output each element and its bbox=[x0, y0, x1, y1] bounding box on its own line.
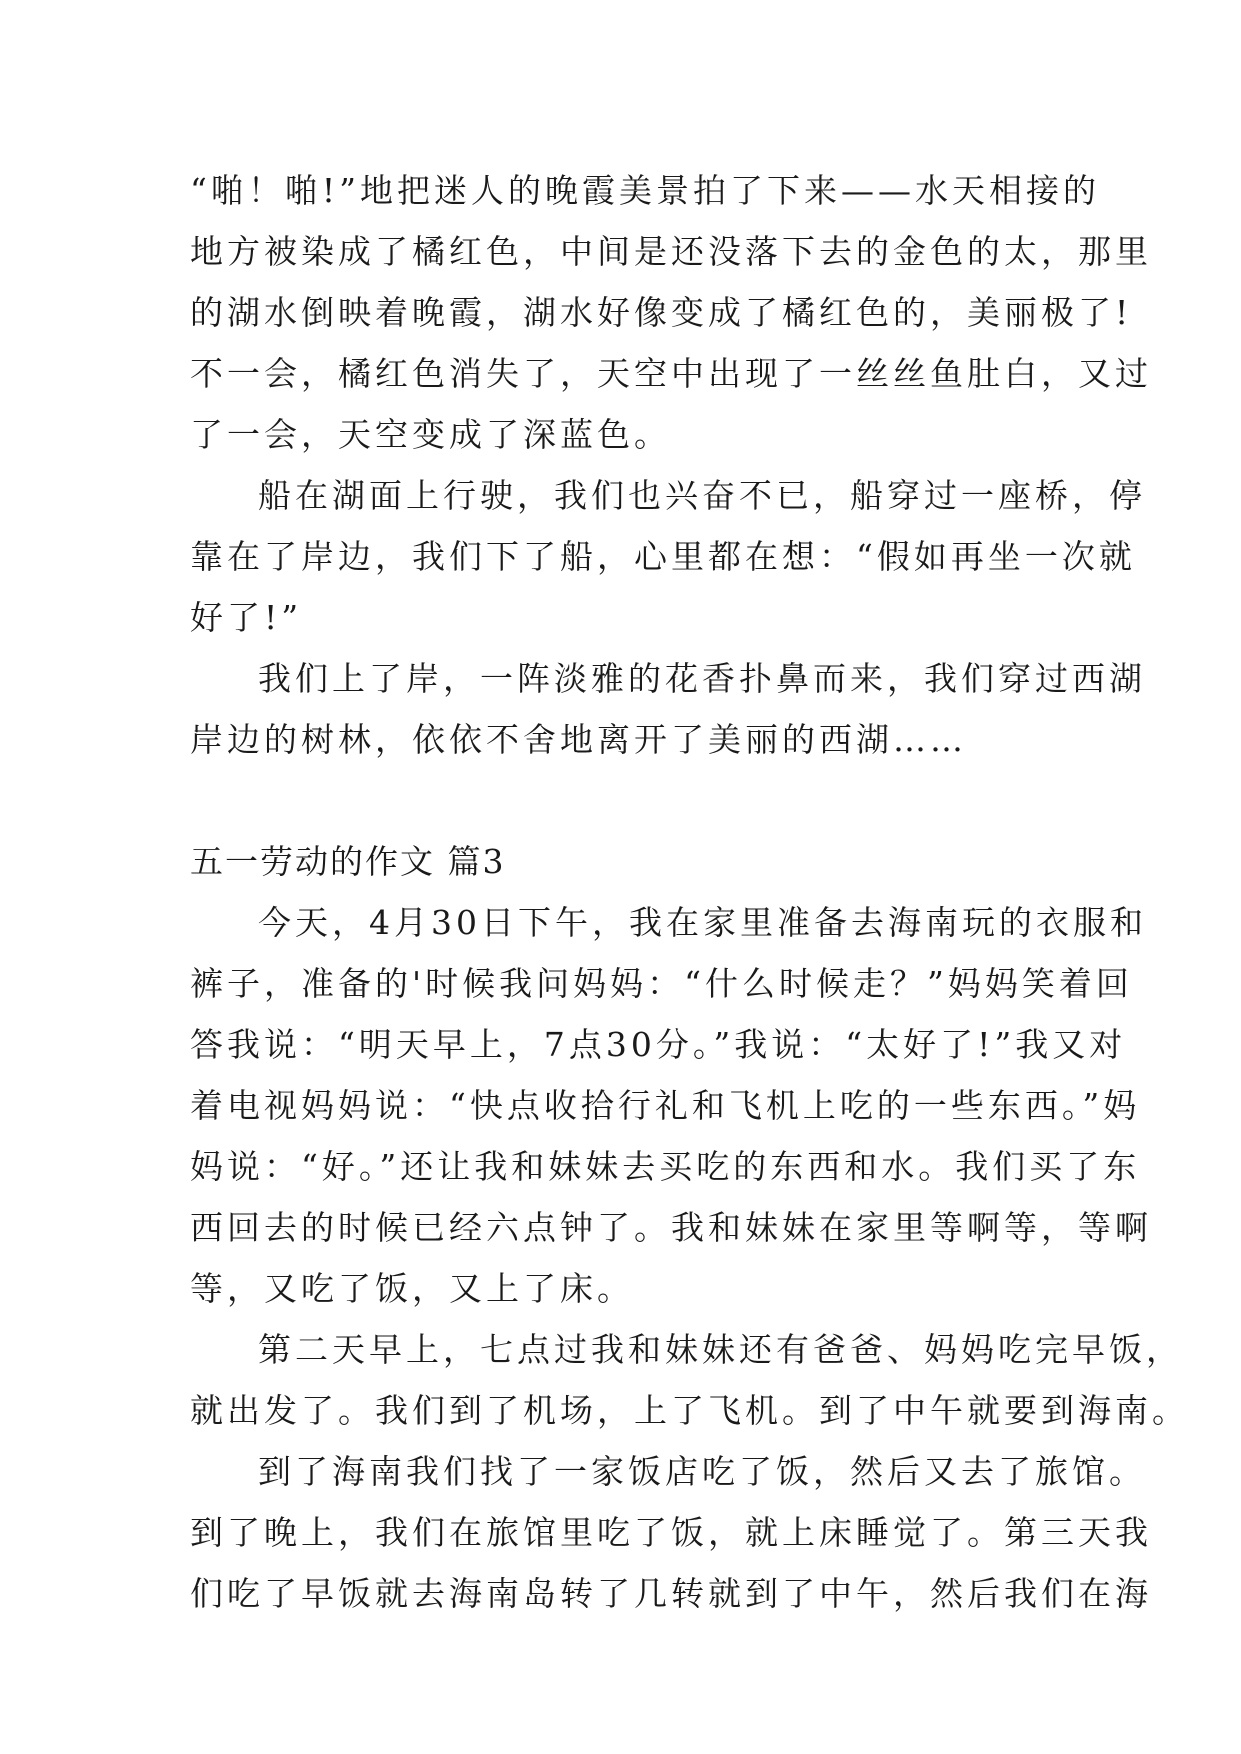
text-line: 的湖水倒映着晚霞，湖水好像变成了橘红色的，美丽极了! bbox=[190, 293, 1133, 332]
text-line: 船在湖面上行驶，我们也兴奋不已，船穿过一座桥，停 bbox=[258, 476, 1146, 515]
paragraph-shore bbox=[190, 648, 1146, 770]
text-line: 第二天早上，七点过我和妹妹还有爸爸、妈妈吃完早饭， bbox=[258, 1330, 1183, 1369]
text-line: 地方被染成了橘红色，中间是还没落下去的金色的太，那里 bbox=[190, 232, 1152, 271]
text-line: 靠在了岸边，我们下了船，心里都在想：“假如再坐一次就 bbox=[190, 537, 1136, 576]
text-line: 西回去的时候已经六点钟了。我和妹妹在家里等啊等，等啊 bbox=[190, 1208, 1152, 1247]
section-gap bbox=[190, 770, 1070, 831]
text-line: 不一会，橘红色消失了，天空中出现了一丝丝鱼肚白，又过 bbox=[190, 354, 1152, 393]
paragraph-sunset bbox=[190, 160, 1152, 465]
text-line: 就出发了。我们到了机场，上了飞机。到了中午就要到海南。 bbox=[190, 1391, 1189, 1430]
text-line: “啪！啪!”地把迷人的晚霞美景拍了下来——水天相接的 bbox=[190, 171, 1101, 210]
text-line: 到了海南我们找了一家饭店吃了饭，然后又去了旅馆。 bbox=[258, 1452, 1146, 1491]
text-line: 岸边的树林，依依不舍地离开了美丽的西湖…… bbox=[190, 720, 967, 759]
text-line: 妈说：“好。”还让我和妹妹去买吃的东西和水。我们买了东 bbox=[190, 1147, 1141, 1186]
text-line: 们吃了早饭就去海南岛转了几转就到了中午，然后我们在海 bbox=[190, 1574, 1152, 1613]
text-line: 着电视妈妈说：“快点收拾行礼和飞机上吃的一些东西。”妈 bbox=[190, 1086, 1141, 1125]
text-line: 等，又吃了饭，又上了床。 bbox=[190, 1269, 634, 1308]
text-line: 裤子，准备的'时候我问妈妈：“什么时候走？”妈妈笑着回 bbox=[190, 964, 1133, 1003]
section-heading: 五一劳动的作文 篇3 bbox=[190, 842, 506, 881]
text-line: 答我说：“明天早上，7点30分。”我说：“太好了!”我又对 bbox=[190, 1025, 1127, 1064]
text-line: 到了晚上，我们在旅馆里吃了饭，就上床睡觉了。第三天我 bbox=[190, 1513, 1152, 1552]
text-line: 我们上了岸，一阵淡雅的花香扑鼻而来，我们穿过西湖 bbox=[258, 659, 1146, 698]
text-line: 了一会，天空变成了深蓝色。 bbox=[190, 415, 671, 454]
text-line: 好了!” bbox=[190, 598, 303, 637]
paragraph-today bbox=[190, 892, 1152, 1319]
paragraph-next-day bbox=[190, 1319, 1189, 1441]
document-page bbox=[190, 160, 1189, 1624]
paragraph-boat bbox=[190, 465, 1146, 648]
paragraph-hainan bbox=[190, 1441, 1152, 1624]
text-line: 今天，4月30日下午，我在家里准备去海南玩的衣服和 bbox=[258, 903, 1147, 942]
